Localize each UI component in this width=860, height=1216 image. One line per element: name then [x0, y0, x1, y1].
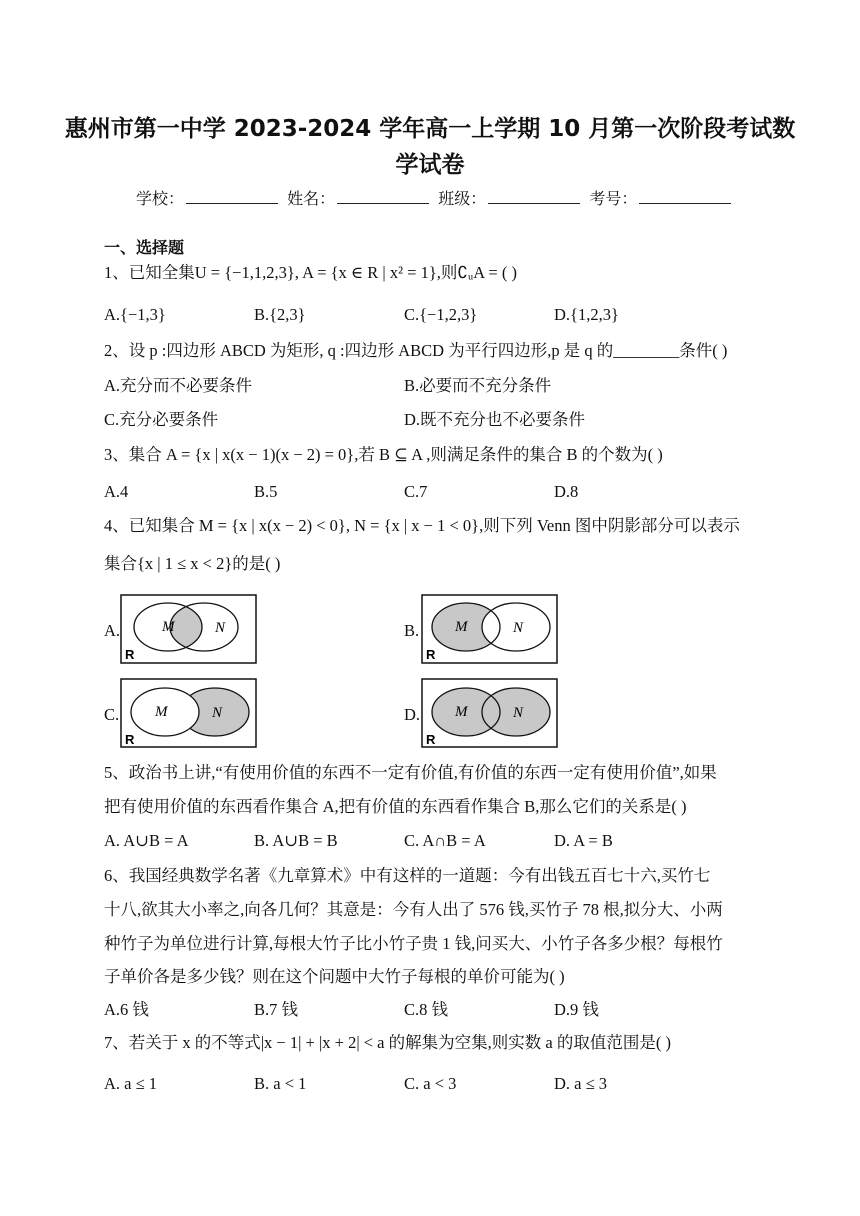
question-1-option-a: A.{−1,3}: [104, 305, 166, 324]
question-6-option-b: B.7 钱: [254, 1000, 299, 1019]
question-2-option-d: D.既不充分也不必要条件: [404, 410, 586, 429]
question-1-option-c: C.{−1,2,3}: [404, 305, 478, 324]
question-7-option-c: C. a < 3: [404, 1074, 457, 1093]
question-7-option-d: D. a ≤ 3: [554, 1074, 608, 1093]
name-blank: [337, 189, 429, 204]
school-label: 学校：: [136, 189, 185, 208]
question-7-option-a: A. a ≤ 1: [104, 1074, 158, 1093]
venn-diagram-a: [120, 594, 257, 664]
class-blank: [488, 189, 580, 204]
set-m-label: M: [155, 704, 168, 720]
question-1-option-b: B.{2,3}: [254, 305, 306, 324]
question-6-stem-line-2: 十八,欲其大小率之,向各几何？其意是：今有人出了 576 钱,买竹子 78 根,拟分大、小两: [104, 900, 723, 919]
set-m-label: M: [455, 619, 468, 635]
question-6-option-d: D.9 钱: [554, 1000, 599, 1019]
set-n-label: N: [215, 620, 226, 636]
section-title: 一、选择题: [104, 238, 185, 257]
set-n-label: N: [513, 620, 524, 636]
venn-diagram-d: [421, 678, 558, 748]
name-label: 姓名：: [287, 189, 336, 208]
page-title: 惠州市第一中学 2023-2024 学年高一上学期 10 月第一次阶段考试数: [64, 116, 796, 142]
page-title-continued: 学试卷: [395, 152, 465, 178]
question-7-option-b: B. a < 1: [254, 1074, 307, 1093]
class-label: 班级：: [438, 189, 487, 208]
question-6-stem-line-4: 子单价各是多少钱？则在这个问题中大竹子每根的单价可能为( ): [104, 967, 565, 986]
question-3-stem: 3、集合 A = {x | x(x − 1)(x − 2) = 0},若 B ⊆ A ,则满足条件的集合 B 的个数为( ): [104, 445, 663, 464]
question-5-stem-line-1: 5、政治书上讲,“有使用价值的东西不一定有价值,有价值的东西一定有使用价值”,如果: [104, 763, 717, 782]
question-2-stem: 2、设 p :四边形 ABCD 为矩形, q :四边形 ABCD 为平行四边形,p 是 q 的________条件( ): [104, 341, 728, 360]
question-3-option-d: D.8: [554, 482, 579, 501]
question-1-option-d: D.{1,2,3}: [554, 305, 619, 324]
question-4-option-d: D.: [404, 705, 421, 724]
question-5-stem-line-2: 把有使用价值的东西看作集合 A,把有价值的东西看作集合 B,那么它们的关系是( ): [104, 797, 687, 816]
exam-number-blank: [639, 189, 731, 204]
question-6-option-c: C.8 钱: [404, 1000, 449, 1019]
question-4-stem-line-2: 集合{x | 1 ≤ x < 2}的是( ): [104, 554, 281, 573]
set-n-label: N: [212, 705, 223, 721]
venn-diagram-c: [120, 678, 257, 748]
universe-label: R: [426, 732, 436, 747]
question-2-option-a: A.充分而不必要条件: [104, 376, 253, 395]
question-6-option-a: A.6 钱: [104, 1000, 149, 1019]
school-blank: [186, 189, 278, 204]
set-m-label: M: [162, 619, 175, 635]
question-5-option-b: B. A∪B = B: [254, 831, 338, 850]
question-2-option-b: B.必要而不充分条件: [404, 376, 552, 395]
question-5-option-c: C. A∩B = A: [404, 831, 486, 850]
question-4-option-a: A.: [104, 621, 121, 640]
question-6-stem-line-3: 种竹子为单位进行计算,每根大竹子比小竹子贵 1 钱,问买大、小竹子各多少根？每根竹: [104, 934, 723, 953]
venn-diagram-b: [421, 594, 558, 664]
set-m-label: M: [455, 704, 468, 720]
question-3-option-c: C.7: [404, 482, 428, 501]
question-1-stem: 1、已知全集U = {−1,1,2,3}, A = {x ∈ R | x² = 1},则∁ᵤA = ( ): [104, 263, 517, 282]
universe-label: R: [125, 647, 135, 662]
question-4-option-b: B.: [404, 621, 420, 640]
question-3-option-a: A.4: [104, 482, 129, 501]
question-6-stem-line-1: 6、我国经典数学名著《九章算术》中有这样的一道题：今有出钱五百七十六,买竹七: [104, 866, 711, 885]
question-7-stem: 7、若关于 x 的不等式|x − 1| + |x + 2| < a 的解集为空集,则实数 a 的取值范围是( ): [104, 1033, 671, 1052]
question-4-option-c: C.: [104, 705, 120, 724]
universe-label: R: [426, 647, 436, 662]
exam-number-label: 考号：: [589, 189, 638, 208]
question-3-option-b: B.5: [254, 482, 278, 501]
question-5-option-d: D. A = B: [554, 831, 613, 850]
question-2-option-c: C.充分必要条件: [104, 410, 219, 429]
question-4-stem-line-1: 4、已知集合 M = {x | x(x − 2) < 0}, N = {x | x − 1 < 0},则下列 Venn 图中阴影部分可以表示: [104, 516, 740, 535]
student-info-line: [136, 186, 735, 209]
question-5-option-a: A. A∪B = A: [104, 831, 189, 850]
universe-label: R: [125, 732, 135, 747]
set-n-label: N: [513, 705, 524, 721]
